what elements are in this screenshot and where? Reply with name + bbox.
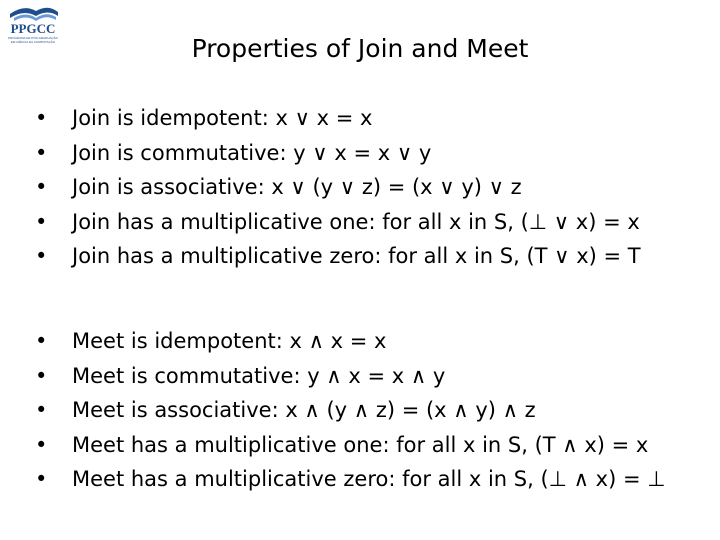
logo-caption-line2: EM CIÊNCIA DA COMPUTAÇÃO (10, 40, 56, 44)
meet-properties-list (35, 324, 666, 497)
join-idempotent-item: • Join is idempotent: x ∨ x = x (35, 101, 641, 136)
join-commutative-item: • Join is commutative: y ∨ x = x ∨ y (35, 136, 641, 171)
join-associative-item: • Join is associative: x ∨ (y ∨ z) = (x ∨ y) ∨ z (35, 170, 641, 205)
logo-wordmark: PPGCC (10, 21, 56, 36)
join-properties-list (35, 101, 641, 274)
join-multiplicative-one-item: • Join has a multiplicative one: for all x in S, (⊥ ∨ x) = x (35, 205, 641, 240)
logo-caption-line1: PROGRAMA DE PÓS-GRADUAÇÃO (8, 36, 58, 40)
slide-title: Properties of Join and Meet (191, 34, 529, 63)
meet-commutative-item: • Meet is commutative: y ∧ x = x ∧ y (35, 359, 666, 394)
meet-idempotent-item: • Meet is idempotent: x ∧ x = x (35, 324, 666, 359)
join-multiplicative-zero-item: • Join has a multiplicative zero: for all x in S, (T ∨ x) = T (35, 239, 641, 274)
meet-multiplicative-one-item: • Meet has a multiplicative one: for all x in S, (T ∧ x) = x (35, 428, 666, 463)
meet-associative-item: • Meet is associative: x ∧ (y ∧ z) = (x ∧ y) ∧ z (35, 393, 666, 428)
meet-multiplicative-zero-item: • Meet has a multiplicative zero: for all x in S, (⊥ ∧ x) = ⊥ (35, 462, 666, 497)
